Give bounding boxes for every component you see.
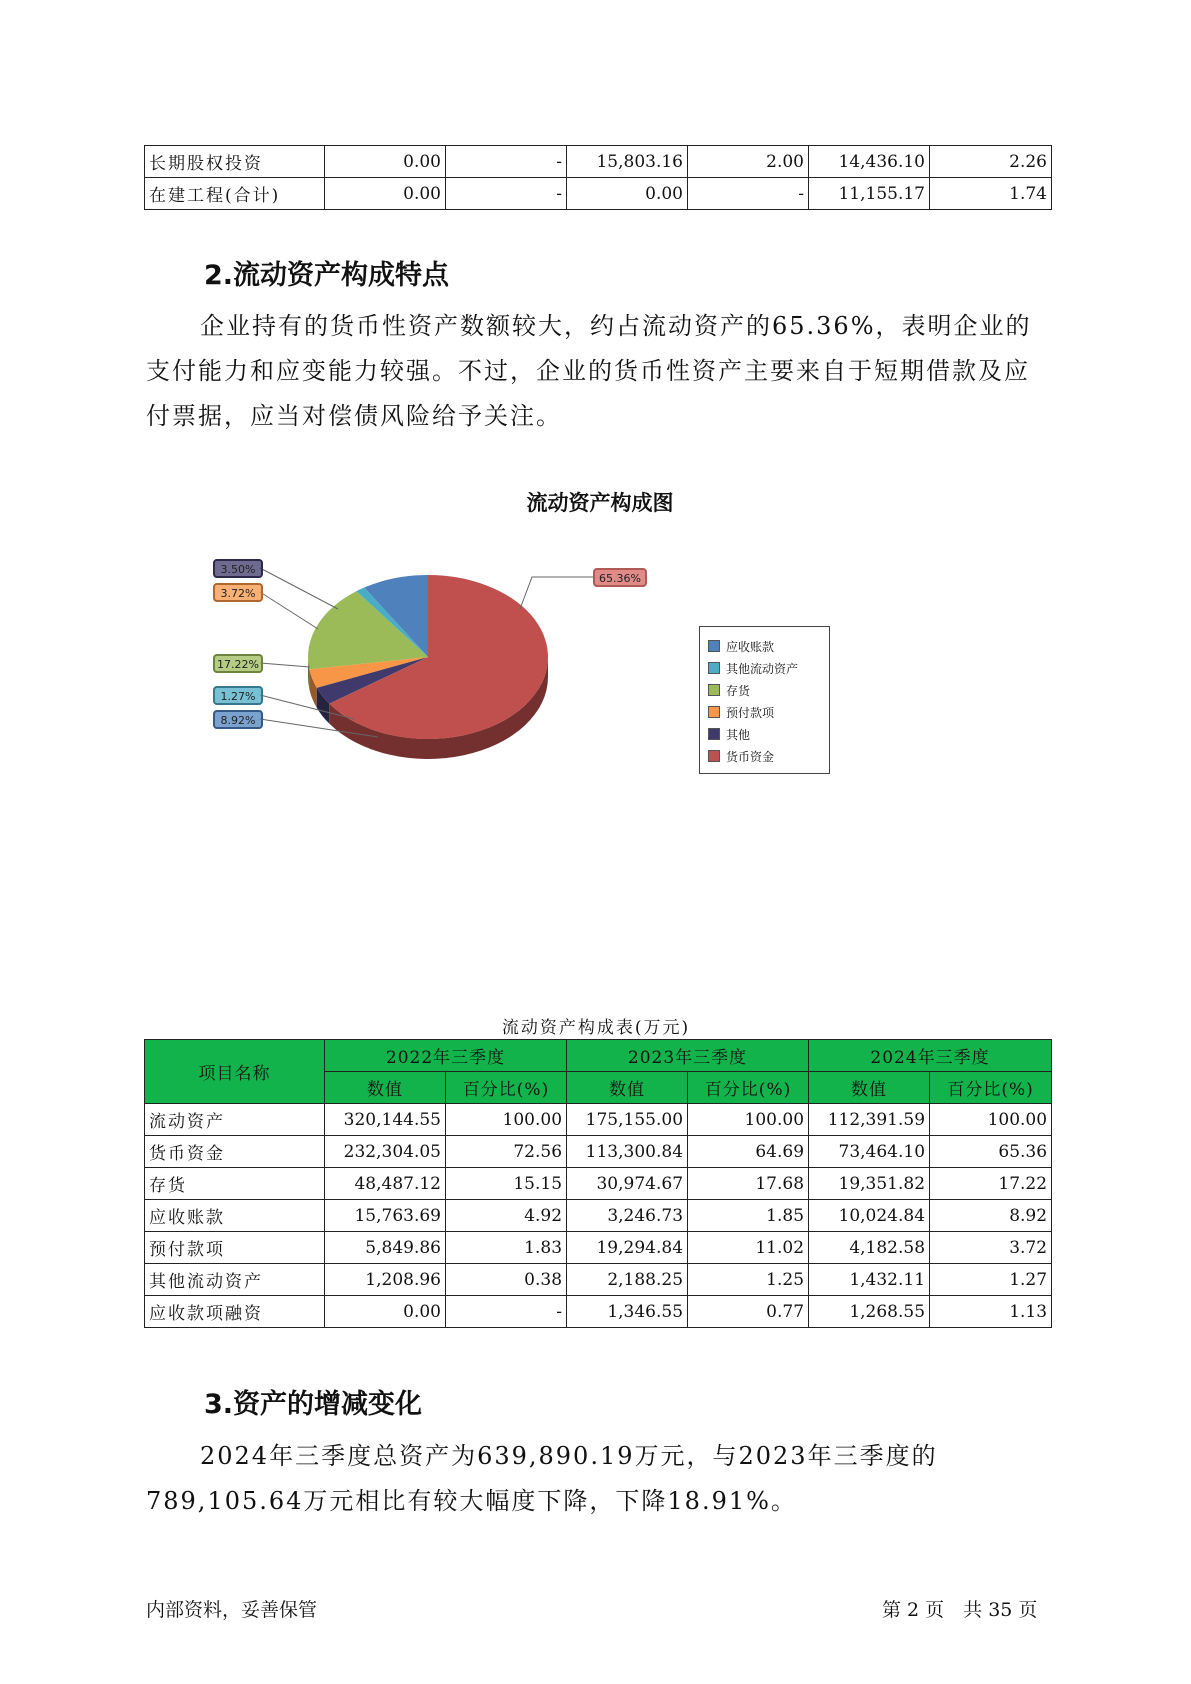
table-cell: 64.69 [688,1136,809,1168]
row-label: 流动资产 [145,1104,325,1136]
table-cell: 0.00 [325,1296,446,1328]
header-item-name: 项目名称 [145,1040,325,1104]
header-period-2022: 2022年三季度 [325,1040,567,1072]
legend-item [708,657,819,679]
legend-item [708,701,819,723]
legend-swatch [708,640,720,652]
table-cell: 1,346.55 [567,1296,688,1328]
table-cell: 2,188.25 [567,1264,688,1296]
pie-chart [190,555,710,795]
table-cell: 232,304.05 [325,1136,446,1168]
row-label: 长期股权投资 [145,146,325,178]
current-assets-table [144,1039,1052,1328]
table-cell: 0.38 [446,1264,567,1296]
table-cell: 17.22 [930,1168,1052,1200]
table-cell: - [446,178,567,210]
legend-label: 其他 [726,727,751,742]
legend-swatch [708,684,720,696]
row-label: 应收账款 [145,1200,325,1232]
page-number: 第 2 页 共 35 页 [882,1599,1038,1621]
chart-title: 流动资产构成图 [526,491,674,515]
row-label: 存货 [145,1168,325,1200]
data-label: 8.92% [220,714,256,727]
table-cell: 8.92 [930,1200,1052,1232]
label-leader-line [260,592,318,629]
table-cell: 2.00 [688,146,809,178]
table-cell: 0.00 [567,178,688,210]
asset-change-paragraph: 2024年三季度总资产为639,890.19万元，与2023年三季度的789,105.64万元相比有较大幅度下降，下降18.91%。 [146,1442,938,1515]
table-cell: 1.74 [930,178,1052,210]
header-value: 数值 [325,1072,446,1104]
header-value: 数值 [809,1072,930,1104]
table-caption: 流动资产构成表(万元) [501,1018,691,1038]
label-leader-line [260,568,338,609]
legend-item [708,679,819,701]
top-asset-table [144,145,1052,210]
table-cell: 2.26 [930,146,1052,178]
table-row [145,178,1052,210]
row-label: 在建工程(合计) [145,178,325,210]
table-cell: 11,155.17 [809,178,930,210]
legend-label: 货币资金 [726,749,775,764]
row-label: 货币资金 [145,1136,325,1168]
header-percent: 百分比(%) [446,1072,567,1104]
legend-swatch [708,662,720,674]
table-cell: - [446,146,567,178]
table-cell: 1.85 [688,1200,809,1232]
table-cell: 113,300.84 [567,1136,688,1168]
legend-swatch [708,750,720,762]
table-cell: 30,974.67 [567,1168,688,1200]
section-heading-current-assets: 2.流动资产构成特点 [204,260,450,291]
table-cell: 15,763.69 [325,1200,446,1232]
current-assets-paragraph: 企业持有的货币性资产数额较大，约占流动资产的65.36%，表明企业的支付能力和应变能力较强。不过，企业的货币性资产主要来自于短期借款及应付票据，应当对偿债风险给予关注。 [146,312,1032,430]
label-leader-line [520,577,594,609]
header-period-2024: 2024年三季度 [809,1040,1052,1072]
table-row [145,1232,1052,1264]
table-cell: 0.00 [325,146,446,178]
data-label: 1.27% [220,690,256,703]
table-cell: 14,436.10 [809,146,930,178]
header-value: 数值 [567,1072,688,1104]
table-cell: 100.00 [930,1104,1052,1136]
row-label: 其他流动资产 [145,1264,325,1296]
table-cell: 19,351.82 [809,1168,930,1200]
table-cell: 175,155.00 [567,1104,688,1136]
table-cell: 10,024.84 [809,1200,930,1232]
table-cell: 1,432.11 [809,1264,930,1296]
table-cell: 4.92 [446,1200,567,1232]
table-row [145,1200,1052,1232]
table-cell: 100.00 [446,1104,567,1136]
table-cell: 3,246.73 [567,1200,688,1232]
legend-label: 存货 [726,683,751,698]
table-cell: 65.36 [930,1136,1052,1168]
header-percent: 百分比(%) [688,1072,809,1104]
legend-item [708,723,819,745]
table-cell: 73,464.10 [809,1136,930,1168]
table-cell: 1,268.55 [809,1296,930,1328]
footer-note: 内部资料，妥善保管 [146,1599,318,1621]
section-heading-asset-change: 3.资产的增减变化 [204,1389,423,1420]
table-cell: 1.13 [930,1296,1052,1328]
table-row [145,1104,1052,1136]
table-cell: 15.15 [446,1168,567,1200]
table-row [145,1296,1052,1328]
header-period-2023: 2023年三季度 [567,1040,809,1072]
table-cell: 1,208.96 [325,1264,446,1296]
chart-legend [699,626,830,774]
data-label: 17.22% [217,658,259,671]
legend-label: 应收账款 [726,639,775,654]
table-cell: 19,294.84 [567,1232,688,1264]
table-cell: 1.25 [688,1264,809,1296]
legend-label: 预付款项 [726,705,775,720]
legend-label: 其他流动资产 [726,661,799,676]
table-cell: 1.27 [930,1264,1052,1296]
legend-item [708,745,819,767]
label-leader-line [260,663,310,667]
table-cell: 11.02 [688,1232,809,1264]
table-cell: 3.72 [930,1232,1052,1264]
table-cell: 0.77 [688,1296,809,1328]
row-label: 应收款项融资 [145,1296,325,1328]
table-cell: 1.83 [446,1232,567,1264]
data-label: 3.50% [220,563,256,576]
row-label: 预付款项 [145,1232,325,1264]
legend-swatch [708,706,720,718]
table-row [145,1136,1052,1168]
table-cell: - [446,1296,567,1328]
legend-swatch [708,728,720,740]
table-cell: 72.56 [446,1136,567,1168]
table-cell: 15,803.16 [567,146,688,178]
header-percent: 百分比(%) [930,1072,1052,1104]
table-cell: 17.68 [688,1168,809,1200]
table-cell: 5,849.86 [325,1232,446,1264]
table-cell: 112,391.59 [809,1104,930,1136]
table-row [145,1168,1052,1200]
table-cell: 320,144.55 [325,1104,446,1136]
legend-item [708,635,819,657]
table-cell: 4,182.58 [809,1232,930,1264]
table-cell: 48,487.12 [325,1168,446,1200]
data-label: 3.72% [220,587,256,600]
table-row [145,146,1052,178]
data-label: 65.36% [599,572,641,585]
table-row [145,1264,1052,1296]
table-cell: 100.00 [688,1104,809,1136]
table-cell: 0.00 [325,178,446,210]
table-cell: - [688,178,809,210]
